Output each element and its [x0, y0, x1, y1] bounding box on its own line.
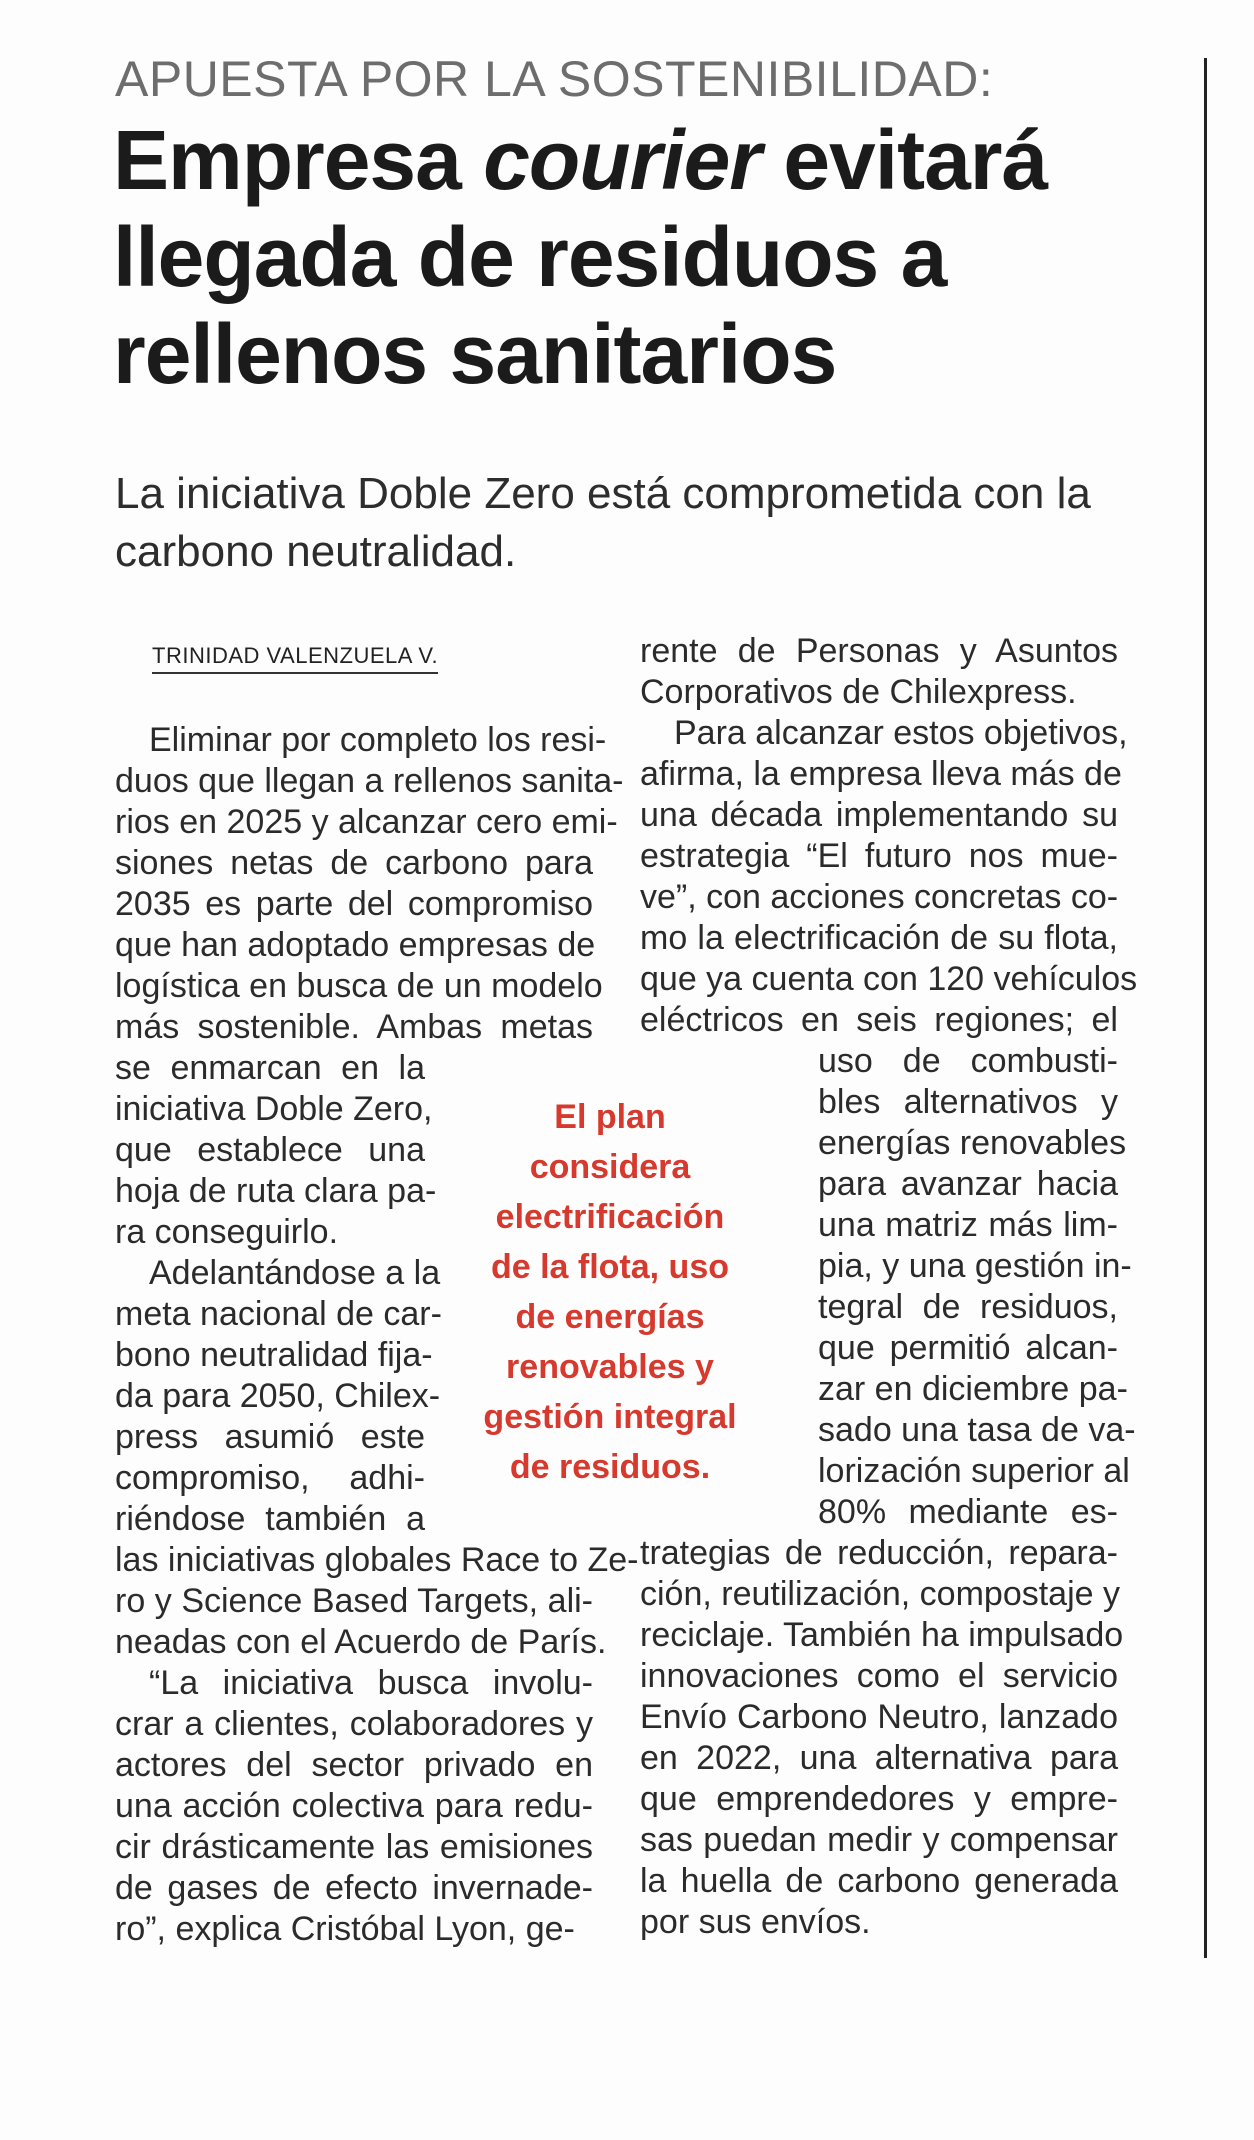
- body-line: una acción colectiva para redu-: [115, 1787, 593, 1825]
- pull-quote-line: de la flota, uso: [490, 1248, 730, 1286]
- body-line: mo la electrificación de su flota,: [640, 919, 1118, 957]
- body-line: afirma, la empresa lleva más de: [640, 755, 1122, 793]
- pull-quote: [460, 1092, 760, 1492]
- body-line: uso de combusti-: [818, 1042, 1118, 1080]
- body-line: lorización superior al: [818, 1452, 1130, 1490]
- body-line: 2035 es parte del compromiso: [115, 885, 593, 923]
- body-line: sado una tasa de va-: [818, 1411, 1136, 1449]
- pull-quote-line: considera: [529, 1148, 691, 1186]
- body-line: sas puedan medir y compensar: [640, 1821, 1118, 1859]
- pull-quote-line: de residuos.: [509, 1448, 711, 1486]
- body-line: por sus envíos.: [640, 1903, 871, 1941]
- body-line: eléctricos en seis regiones; el: [640, 1001, 1118, 1039]
- body-line: ra conseguirlo.: [115, 1213, 339, 1251]
- body-line: actores del sector privado en: [115, 1746, 593, 1784]
- pull-quote-line: de energías: [515, 1298, 705, 1336]
- headline: [113, 112, 1173, 403]
- pull-quote-line: electrificación: [495, 1198, 725, 1236]
- body-line: ro”, explica Cristóbal Lyon, ge-: [115, 1910, 575, 1948]
- body-line: cir drásticamente las emisiones: [115, 1828, 593, 1866]
- body-line: meta nacional de car-: [115, 1295, 442, 1333]
- body-line: Eliminar por completo los resi-: [115, 721, 607, 759]
- body-line: la huella de carbono generada: [640, 1862, 1118, 1900]
- body-line: neadas con el Acuerdo de París.: [115, 1623, 607, 1661]
- body-line: que ya cuenta con 120 vehículos: [640, 960, 1138, 998]
- body-line: innovaciones como el servicio: [640, 1657, 1118, 1695]
- headline-line-1: [113, 112, 1173, 209]
- headline-line-3: rellenos sanitarios: [113, 307, 837, 401]
- body-line: trategias de reducción, repara-: [640, 1534, 1118, 1572]
- pull-quote-line: renovables y: [506, 1348, 714, 1386]
- pull-quote-line: gestión integral: [483, 1398, 737, 1436]
- body-line: press asumió este: [115, 1418, 425, 1456]
- body-line: Envío Carbono Neutro, lanzado: [640, 1698, 1118, 1736]
- body-line: tegral de residuos,: [818, 1288, 1118, 1326]
- pull-quote-line: El plan: [554, 1098, 666, 1136]
- body-line: crar a clientes, colaboradores y: [115, 1705, 593, 1743]
- body-line: una matriz más lim-: [818, 1206, 1118, 1244]
- body-line: rios en 2025 y alcanzar cero emi-: [115, 803, 618, 841]
- body-line: para avanzar hacia: [818, 1165, 1118, 1203]
- body-line: pia, y una gestión in-: [818, 1247, 1132, 1285]
- body-line: rente de Personas y Asuntos: [640, 632, 1118, 670]
- body-line: Adelantándose a la: [115, 1254, 441, 1292]
- headline-italic-word: courier: [483, 113, 761, 207]
- body-line: iniciativa Doble Zero,: [115, 1090, 433, 1128]
- body-line: ro y Science Based Targets, ali-: [115, 1582, 593, 1620]
- body-line: siones netas de carbono para: [115, 844, 593, 882]
- body-line: que permitió alcan-: [818, 1329, 1118, 1367]
- body-line: da para 2050, Chilex-: [115, 1377, 441, 1415]
- body-line: “La iniciativa busca involu-: [115, 1664, 593, 1702]
- body-line: duos que llegan a rellenos sanita-: [115, 762, 624, 800]
- body-line: una década implementando su: [640, 796, 1118, 834]
- body-line: de gases de efecto invernade-: [115, 1869, 593, 1907]
- body-line: Para alcanzar estos objetivos,: [640, 714, 1128, 752]
- kicker: APUESTA POR LA SOSTENIBILIDAD:: [115, 51, 994, 107]
- body-line: riéndose también a: [115, 1500, 425, 1538]
- body-line: se enmarcan en la: [115, 1049, 425, 1087]
- body-line: compromiso, adhi-: [115, 1459, 425, 1497]
- body-line: reciclaje. También ha impulsado: [640, 1616, 1124, 1654]
- body-line: que emprendedores y empre-: [640, 1780, 1118, 1818]
- byline: TRINIDAD VALENZUELA V.: [152, 643, 438, 674]
- body-line: ve”, con acciones concretas co-: [640, 878, 1119, 916]
- headline-line-2: llegada de residuos a: [113, 210, 947, 304]
- body-line: las iniciativas globales Race to Ze-: [115, 1541, 639, 1579]
- body-line: que han adoptado empresas de: [115, 926, 596, 964]
- body-line: 80% mediante es-: [818, 1493, 1118, 1531]
- body-line: Corporativos de Chilexpress.: [640, 673, 1077, 711]
- deck-subtitle: La iniciativa Doble Zero está comprometida con la carbono neutralidad.: [115, 469, 1091, 576]
- body-line: hoja de ruta clara pa-: [115, 1172, 437, 1210]
- body-line: logística en busca de un modelo: [115, 967, 603, 1005]
- headline-text: evitará: [761, 113, 1048, 207]
- body-line: zar en diciembre pa-: [818, 1370, 1128, 1408]
- headline-text: Empresa: [113, 113, 484, 207]
- body-line: energías renovables: [818, 1124, 1127, 1162]
- body-line: que establece una: [115, 1131, 425, 1169]
- body-line: ción, reutilización, compostaje y: [640, 1575, 1121, 1613]
- body-line: en 2022, una alternativa para: [640, 1739, 1118, 1777]
- body-line: bono neutralidad fija-: [115, 1336, 433, 1374]
- column-rule: [1204, 58, 1207, 1958]
- body-line: más sostenible. Ambas metas: [115, 1008, 593, 1046]
- body-line: estrategia “El futuro nos mue-: [640, 837, 1118, 875]
- body-line: bles alternativos y: [818, 1083, 1118, 1121]
